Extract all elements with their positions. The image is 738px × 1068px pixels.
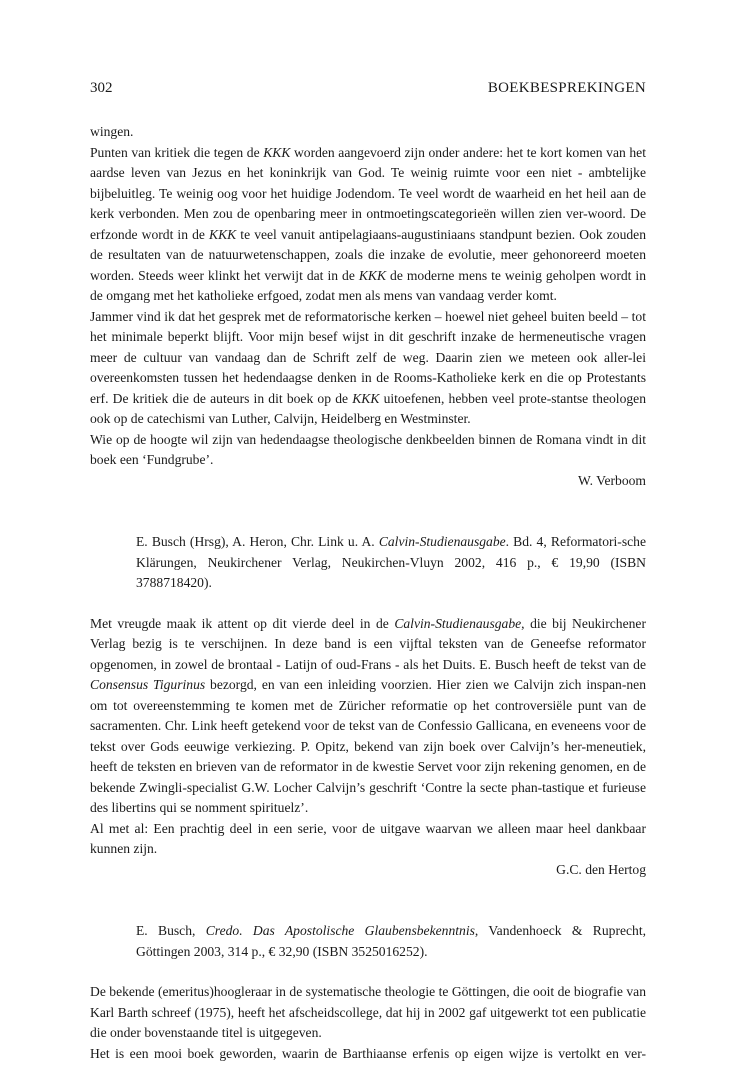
book-reference: E. Busch, Credo. Das Apostolische Glaubensbekenntnis, Vandenhoeck & Ruprecht, Göttingen 2003, 314 p., € 32,90 (ISBN 3525016252).: [136, 923, 647, 959]
spacer: [90, 962, 646, 982]
book-title: Calvin-Studienausgabe: [394, 615, 522, 631]
spacer: [90, 594, 646, 614]
review2-paragraph-2: Al met al: Een prachtig deel in een serie, voor de uitgave waarvan we alleen maar heel dankbaar kunnen zijn.: [90, 820, 646, 856]
running-title: BOEKBESPREKINGEN: [487, 80, 646, 96]
kkk-abbreviation: KKK: [209, 226, 237, 242]
reviewer-signature: G.C. den Hertog: [556, 861, 646, 877]
page-content: [90, 122, 646, 1064]
kkk-abbreviation: KKK: [358, 267, 387, 283]
review3-paragraph-2: Het is een mooi boek geworden, waarin de Barthiaanse erfenis op eigen wijze is vertolkt en ver-: [90, 1045, 646, 1061]
book-reference: E. Busch (Hrsg), A. Heron, Chr. Link u. A. Calvin-Studienausgabe. Bd. 4, Reformatori-sche Klärungen, Neukirchener Verlag, Neukirchen-Vluyn 2002, 416 p., € 19,90 (ISBN 3788718420).: [136, 534, 646, 590]
reviewer-signature: W. Verboom: [578, 472, 646, 488]
page-number: 302: [90, 80, 113, 96]
continuation-line: wingen.: [90, 124, 134, 139]
review1-paragraph-3: Wie op de hoogte wil zijn van hedendaagse theologische denkbeelden binnen de Romana vindt in dit boek een ‘Fundgrube’.: [90, 431, 646, 467]
review2-paragraph-1: Met vreugde maak ik attent op dit vierde deel in de Calvin-Studienausgabe, die bij Neukirchener Verlag bezig is te verschijnen. In deze band is een vijftal teksten van de Geneefse reformator opgenomen, in zowel de brontaal - Latijn of oud-Frans - als het Duits. E. Busch heeft de tekst van de Consensus Tigurinus bezorgd, en van een inleiding voorzien. Hier zien we Calvijn zich inspan-nen om tot overeenstemming te komen met de Züricher reformatie op het controversiële punt van de sacramenten. Chr. Link heeft getekend voor de tekst van de Confessio Gallicana, en eveneens voor de tekst over Gods eeuwige verkiezing. P. Opitz, bekend van zijn boek over Calvijn’s her-meneutiek, heeft de teksten en brieven van de reformator in de kwestie Servet voor zijn rekening genomen, en de bekende Zwingli-specialist G.W. Locher Calvijn’s geschrift ‘Contre la secte phan-tastique et furieuse des libertins qui se nomment spirituelz’.: [90, 615, 646, 815]
review1-paragraph-2: Jammer vind ik dat het gesprek met de reformatorische kerken – hoewel niet geheel buiten beeld – tot het minimale beperkt blijft. Voor mijn besef wijst in dit geschrift inzake de hermeneutische vragen meer de cultuur van vandaag dan de Schrift zelf de weg. Daarin zien we meteen ook aller-lei overeenkomsten tussen het hedendaagse denken in de Rooms-Katholieke kerk en die op Protestants erf. De kritiek die de auteurs in dit boek op de KKK uitoefenen, hebben veel prote-stantse theologen ook op de catechismi van Luther, Calvijn, Heidelberg en Westminster.: [90, 308, 646, 426]
book-title: Calvin-Studienausgabe: [378, 534, 506, 549]
spacer: [90, 880, 646, 921]
kkk-abbreviation: KKK: [352, 390, 380, 406]
book-title: Credo. Das Apostolische Glaubensbekenntnis: [205, 923, 475, 938]
review1-paragraph-1: Punten van kritiek die tegen de KKK worden aangevoerd zijn onder andere: het te kort komen van het aardse leven van Jezus en het koninkrijk van God. Te weinig ruimte voor een niet - ambtelijke bijbeluitleg. Te weinig oog voor het huidige Jodendom. Te veel wordt de waarheid en het heil aan de kerk verbonden. Men zou de openbaring meer in ontmoetingscategorieën willen zien ver-woord. De erfzonde wordt in de KKK te veel vanuit antipelagiaans-augustiniaans standpunt bezien. Ook zouden de resultaten van de natuurwetenschappen, zoals die inzake de evolutie, meer gehonoreerd moeten worden. Steeds weer klinkt het verwijt dat in de KKK de moderne mens te weinig geholpen wordt in de omgang met het katholieke erfgoed, zodat men als mens van vandaag verder komt.: [90, 144, 646, 303]
kkk-abbreviation: KKK: [263, 144, 291, 160]
spacer: [90, 491, 646, 532]
review3-paragraph-1: De bekende (emeritus)hoogleraar in de systematische theologie te Göttingen, die ooit de biografie van Karl Barth schreef (1975), heeft het afscheidscollege, dat hij in 2002 gaf uitgewerkt tot een publicatie die onder bovenstaande titel is uitgegeven.: [90, 984, 646, 1040]
consensus-title: Consensus Tigurinus: [90, 677, 206, 692]
